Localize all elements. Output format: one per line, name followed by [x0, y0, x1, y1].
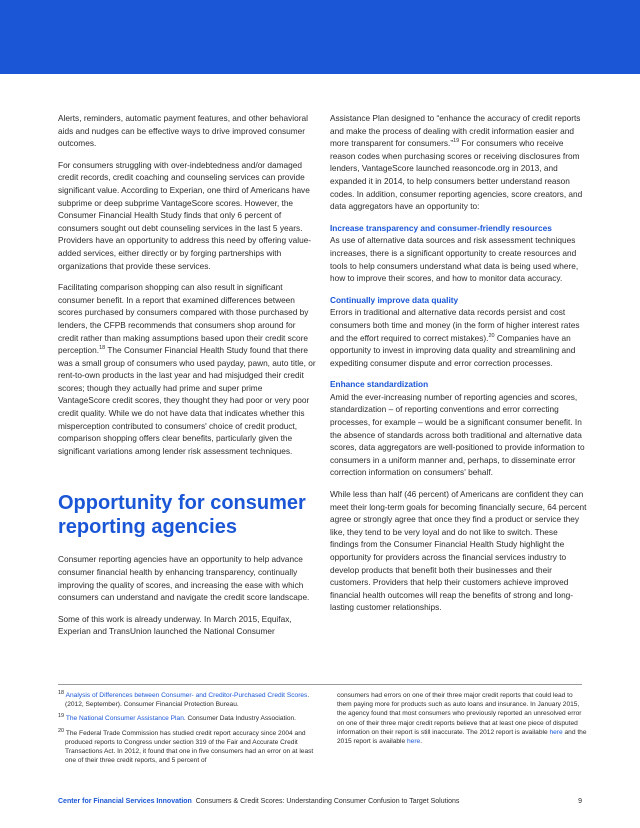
footnote-20-continued [330, 691, 588, 746]
footnote-text: consumers had errors on one of their three major credit reports that could lead to them paying more for products such as auto loans and insurance. In January 2015, the agency found that most consumers who previously reported an unresolved error on one of their three major credit reports believe that at least one piece of disputed information on their report is still inaccurate. The 2012 report is available [337, 692, 582, 736]
paragraph [330, 112, 588, 213]
paragraph-text: Facilitating comparison shopping can also result in significant consumer benefit. In a report that examined differences between scores purchased by consumers compared with those purchased by lenders, the CFPB recommends that consumers shop around for credit rather than making assumptions based upon their credit score perception. [58, 282, 309, 356]
section-heading: Opportunity for consumer reporting agencies [58, 492, 306, 539]
footnote-number: 19 [58, 713, 65, 720]
footnotes-left [58, 691, 316, 770]
paragraph-text: For consumers who receive reason codes when purchasing scores or receiving disclosures from lenders, VantageScore launched reasoncode.org in 2013, and expanded it in 2014, to help consumers better understand reason codes. In addition, consumer reporting agencies, score creators, and data aggregators have an opportunity to: [330, 138, 583, 212]
paragraph [330, 306, 588, 369]
footnote-link[interactable]: The National Consumer Assistance Plan [65, 715, 184, 723]
page-number: 9 [578, 798, 582, 805]
subheading-transparency: Increase transparency and consumer-friendly resources [330, 222, 552, 233]
footnote-number: 18 [58, 689, 65, 696]
paragraph: While less than half (46 percent) of Americans are confident they can meet their long-term goals for becoming financially secure, 64 percent agree or strongly agree that once they find a product or service they like, they tend to be very loyal and do not like to switch. These findings from the Consumer Financial Health Study highlight the opportunity for providers across the financial services industry to develop products that benefit both their businesses and their customers. Providers that help their customers achieve improved financial health outcomes will reap the benefits of strong and long-lasting customer relationships. [330, 489, 587, 613]
paragraph-text: Assistance Plan designed to “enhance the accuracy of credit reports and make the process of dealing with credit information easier and more transparent for consumers.” [330, 113, 581, 149]
header-band [0, 0, 640, 74]
footnote-link[interactable]: Analysis of Differences between Consumer- and Creditor-Purchased Credit Scores [65, 692, 308, 699]
right-column [330, 112, 588, 623]
footnote-text: The Federal Trade Commission has studied credit report accuracy since 2004 and produced reports to Congress under section 319 of the Fair and Accurate Credit Transactions Act. In 2012, it found that one in five consumers had an error on at least one of their three credit reports, and 5 percent of [65, 729, 314, 765]
paragraph-text: Companies have an opportunity to invest in improving data quality and streamlining and expediting consumer dispute and error correction processes. [330, 332, 576, 368]
paragraph: Consumer reporting agencies have an opportunity to help advance consumer financial health by enhancing transparency, continually improving the quality of scores, and increasing the ease with which consumers can understand and navigate the credit score landscape. [58, 554, 310, 603]
page-footer [58, 797, 582, 807]
footnote-20 [58, 729, 316, 766]
footnote-text: . (2012, September). Consumer Financial Protection Bureau. [65, 692, 310, 709]
footer-title: Consumers & Credit Scores: Understanding Consumer Confusion to Target Solutions [195, 798, 460, 805]
footnote-ref-19[interactable]: 19 [453, 138, 460, 145]
subheading-data-quality: Continually improve data quality [330, 294, 459, 305]
paragraph: Alerts, reminders, automatic payment features, and other behavioral aids and nudges can be effective ways to drive improved consumer outcomes. [58, 113, 308, 149]
footnote-ref-20[interactable]: 20 [488, 332, 495, 339]
paragraph: Amid the ever-increasing number of reporting agencies and scores, standardization – of reporting conventions and error correcting processes, for example – would be a significant consumer benefit. In the absence of standards across both traditional and alternative data scores, data aggregators are well-positioned to provide information to consumers in a uniform manner and, perhaps, to disseminate error correction information on consumers' behalf. [330, 391, 585, 478]
paragraph: As use of alternative data sources and risk assessment techniques increases, there is a significant opportunity to create resources and tools to help consumers understand what data is being used where, how to improve their scores, and how to monitor data accuracy. [330, 235, 579, 284]
paragraph [58, 281, 316, 457]
footnote-number: 20 [58, 727, 65, 734]
left-column [58, 112, 316, 647]
footnote-link-2012[interactable]: here [549, 728, 563, 736]
footnote-link-2015[interactable]: here [407, 738, 421, 746]
footnote-19 [58, 714, 316, 723]
paragraph: For consumers struggling with over-indebtedness and/or damaged credit records, credit coaching and counseling services can provide significant value. According to Experian, one third of Americans have subprime or deep subprime VantageScore scores. However, the Consumer Financial Health Study finds that only 6 percent of consumers sought out debt counseling services in the last 5 years. Providers have an opportunity to address this need by offering value-added services, either directly or by forging partnerships with organizations that provide these services. [58, 159, 312, 271]
footer-org: Center for Financial Services Innovation [58, 798, 192, 805]
footnote-18 [58, 691, 316, 709]
footnote-text: and the 2015 report is available [337, 728, 587, 746]
footnote-divider [58, 684, 582, 685]
paragraph-text: Errors in traditional and alternative data records persist and cost consumers both time and money (in the form of higher interest rates and the effort required to correct mistakes). [330, 307, 580, 343]
paragraph-text: The Consumer Financial Health Study found that there was a small group of consumers who used payday, pawn, auto title, or rent-to-own products in the last year and had misjudged their credit scores; though they actually had prime and super prime VantageScore credit scores, they thought they had poor or very poor credit quality. While we do not have data that indicates whether this misperception contributed to consumers' choice of credit product, comparison shopping offers clear benefits, particularly given the significant variations among lender risk assessment techniques. [58, 345, 316, 456]
footnote-ref-18[interactable]: 18 [99, 345, 106, 352]
subheading-standardization: Enhance standardization [330, 379, 429, 390]
footnote-text: . Consumer Data Industry Association. [183, 715, 297, 723]
footnote-text: . [420, 738, 423, 746]
paragraph: Some of this work is already underway. In March 2015, Equifax, Experian and TransUnion launched the National Consumer [58, 613, 292, 637]
footnotes-right [330, 691, 588, 746]
